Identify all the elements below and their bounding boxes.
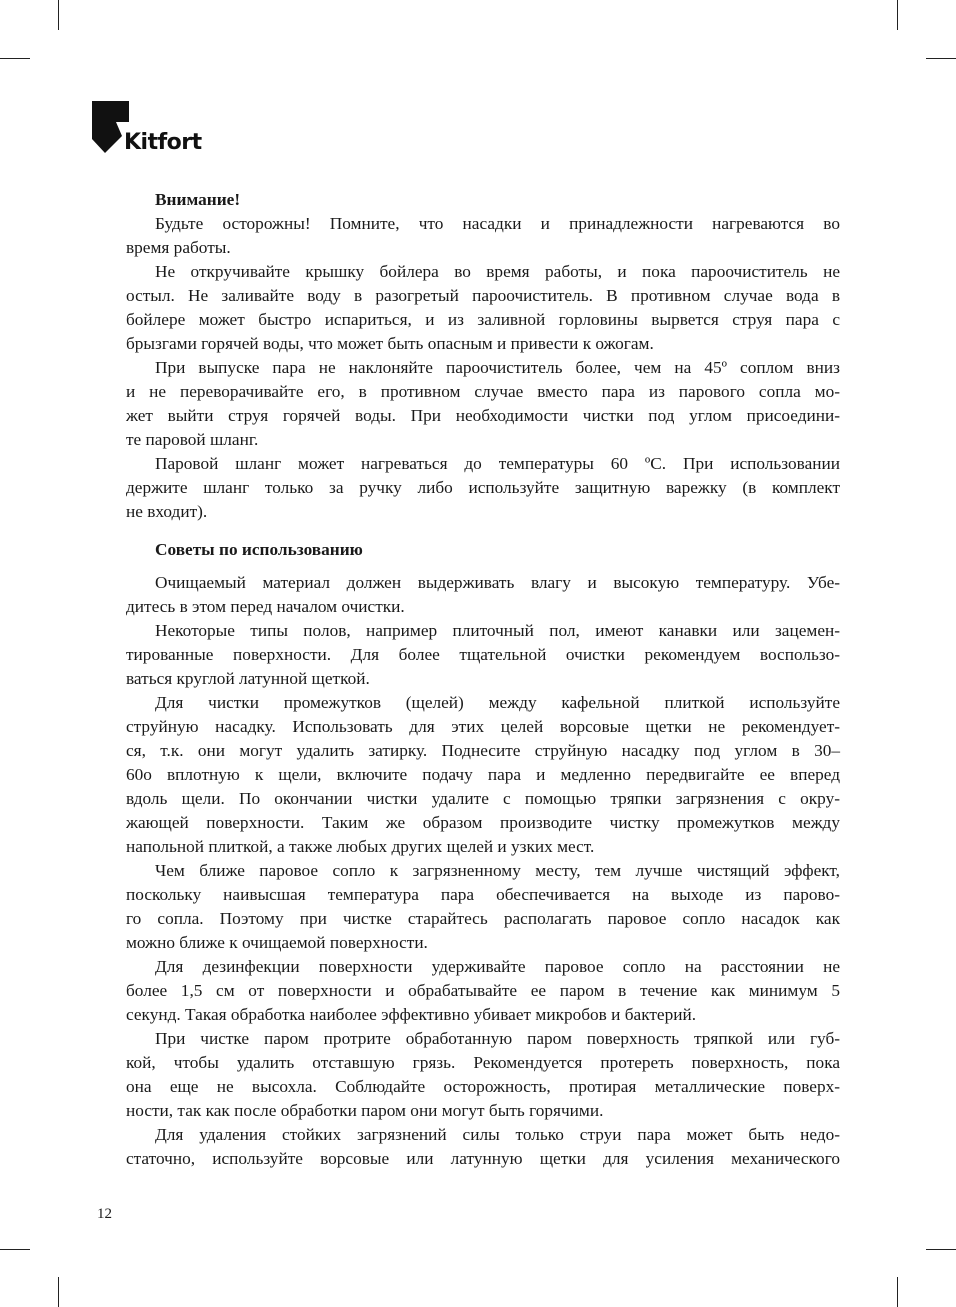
- text-line: ваться круглой латунной щеткой.: [126, 669, 370, 688]
- text-line: держите шланг только за ручку либо используйте защитную варежку (в комплект: [126, 478, 840, 497]
- text-line: остыл. Не заливайте воду в разогретый пароочиститель. В противном случае вода в: [126, 286, 840, 305]
- text-line: струйную насадку. Использовать для этих целей ворсовые щетки не рекомендует-: [126, 717, 840, 736]
- paragraph: [126, 859, 840, 955]
- text-line: жет выйти струя горячей воды. При необходимости чистки под углом присоедини-: [126, 406, 840, 425]
- text-line: Очищаемый материал должен выдерживать влагу и высокую температуру. Убе-: [155, 573, 840, 592]
- text-line: статочно, используйте ворсовые или латунную щетки для усиления механического: [126, 1149, 840, 1168]
- brand-name: Kitfort: [124, 130, 202, 155]
- text-line: время работы.: [126, 238, 231, 257]
- text-line: Не откручивайте крышку бойлера во время работы, и пока пароочиститель не: [155, 262, 840, 281]
- text-line: можно ближе к очищаемой поверхности.: [126, 933, 428, 952]
- text-line: брызгами горячей воды, что может быть опасным и привести к ожогам.: [126, 334, 654, 353]
- text-line: тированные поверхности. Для более тщательной очистки рекомендуем воспользо-: [126, 645, 840, 664]
- text-line: дитесь в этом перед началом очистки.: [126, 597, 405, 616]
- paragraph: [126, 1027, 840, 1123]
- crop-mark: [58, 0, 59, 30]
- text-line: Будьте осторожны! Помните, что насадки и принадлежности нагреваются во: [155, 214, 840, 233]
- paragraph: [126, 955, 840, 1027]
- paragraph: [126, 691, 840, 859]
- paragraph: [126, 571, 840, 619]
- text-line: кой, чтобы удалить отставшую грязь. Рекомендуется протереть поверхность, пока: [126, 1053, 840, 1072]
- text-line: го сопла. Поэтому при чистке старайтесь располагать паровое сопло насадок как: [126, 909, 840, 928]
- paragraph: [126, 212, 840, 260]
- text-line: Паровой шланг может нагреваться до температуры 60 ºС. При использовании: [155, 454, 840, 473]
- text-line: не входит).: [126, 502, 208, 521]
- text-line: Для удаления стойких загрязнений силы только струи пара может быть недо-: [155, 1125, 840, 1144]
- document-body: [126, 188, 840, 1171]
- crop-mark: [0, 1249, 30, 1250]
- text-line: 60о вплотную к щели, включите подачу пара и медленно передвигайте ее вперед: [126, 765, 840, 784]
- text-line: жающей поверхности. Таким же образом производите чистку промежутков между: [126, 813, 840, 832]
- text-line: секунд. Такая обработка наиболее эффективно убивает микробов и бактерий.: [126, 1005, 697, 1024]
- crop-mark: [0, 58, 30, 59]
- text-line: бойлере может быстро испариться, и из заливной горловины вырвется струя пара с: [126, 310, 840, 329]
- text-line: ся, т.к. они могут удалить затирку. Поднесите струйную насадку под углом в 30–: [126, 741, 840, 760]
- text-line: Некоторые типы полов, например плиточный пол, имеют канавки или зацемен-: [155, 621, 840, 640]
- crop-mark: [897, 1277, 898, 1307]
- text-line: те паровой шланг.: [126, 430, 259, 449]
- text-line: Для дезинфекции поверхности удерживайте паровое сопло на расстоянии не: [155, 957, 840, 976]
- text-line: поскольку наивысшая температура пара обеспечивается на выходе из парово-: [126, 885, 840, 904]
- paragraph: [126, 452, 840, 524]
- paragraph: [126, 260, 840, 356]
- paragraph: [126, 1123, 840, 1171]
- text-line: она еще не высохла. Соблюдайте осторожность, протирая металлические поверх-: [126, 1077, 840, 1096]
- paragraph: [126, 619, 840, 691]
- text-line: Чем ближе паровое сопло к загрязненному месту, тем лучше чистящий эффект,: [155, 861, 840, 880]
- text-line: более 1,5 см от поверхности и обрабатывайте ее паром в течение как минимум 5: [126, 981, 840, 1000]
- crop-mark: [58, 1277, 59, 1307]
- text-line: и не переворачивайте его, в противном случае вместо пара из парового сопла мо-: [126, 382, 840, 401]
- page-number: 12: [97, 1206, 112, 1222]
- section-heading: Внимание!: [155, 190, 241, 209]
- text-line: Для чистки промежутков (щелей) между кафельной плиткой используйте: [155, 693, 840, 712]
- text-line: вдоль щели. По окончании чистки удалите с помощью тряпки загрязнения с окру-: [126, 789, 840, 808]
- text-line: напольной плиткой, а также любых других щелей и узких мест.: [126, 837, 595, 856]
- section-heading: Советы по использованию: [155, 540, 363, 559]
- text-line: При выпуске пара не наклоняйте пароочиститель более, чем на 45º соплом вниз: [155, 358, 840, 377]
- crop-mark: [897, 0, 898, 30]
- paragraph: [126, 356, 840, 452]
- crop-mark: [926, 1249, 956, 1250]
- text-line: При чистке паром протрите обработанную паром поверхность тряпкой или губ-: [155, 1029, 840, 1048]
- crop-mark: [926, 58, 956, 59]
- text-line: ности, так как после обработки паром они могут быть горячими.: [126, 1101, 604, 1120]
